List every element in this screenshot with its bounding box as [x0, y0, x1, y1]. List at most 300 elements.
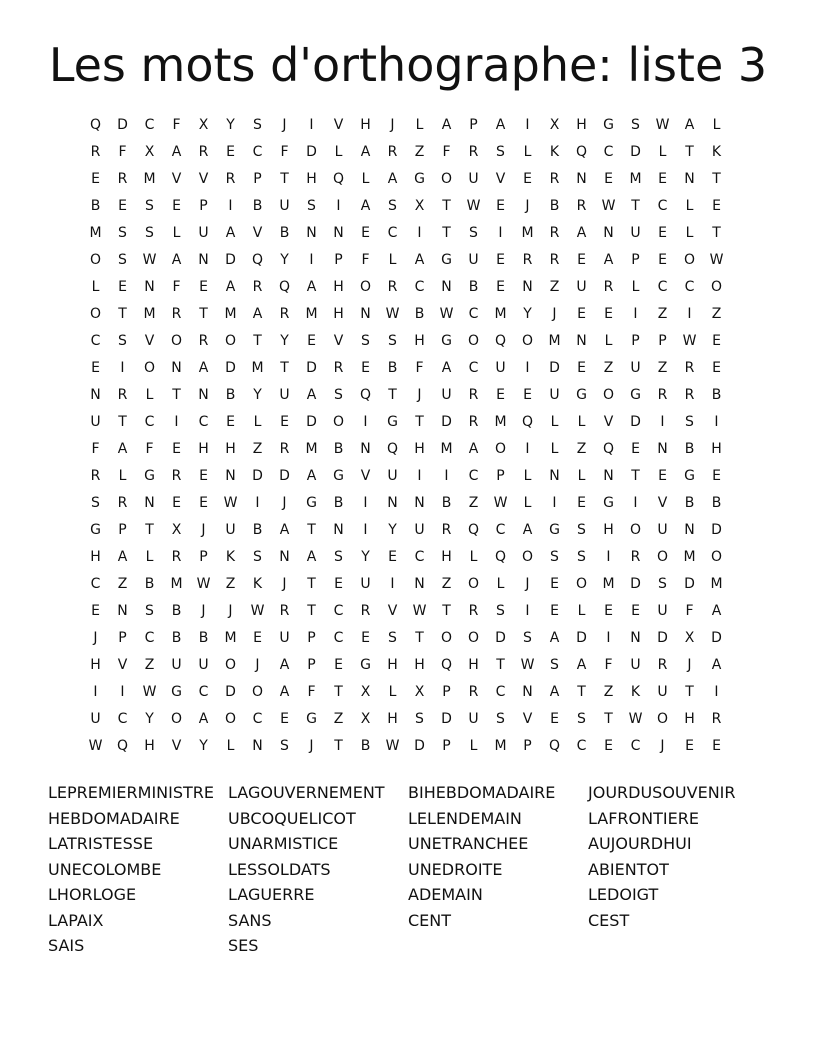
grid-letter: H [333, 279, 344, 295]
grid-letter: H [468, 657, 479, 673]
word-list-item: UBCOQUELICOT [228, 808, 356, 828]
grid-letter: I [525, 360, 530, 376]
grid-letter: D [306, 144, 317, 160]
grid-letter: R [630, 549, 641, 565]
grid-letter: N [522, 684, 533, 700]
grid-letter: J [687, 657, 692, 673]
grid-row [82, 733, 730, 760]
grid-letter: N [144, 279, 155, 295]
grid-letter: G [414, 171, 425, 187]
grid-letter: K [711, 144, 722, 160]
grid-letter: T [334, 738, 343, 754]
grid-letter: J [390, 117, 395, 133]
grid-letter: H [306, 171, 317, 187]
grid-letter: O [440, 630, 453, 646]
grid-letter: I [687, 306, 692, 322]
grid-letter: N [144, 495, 155, 511]
grid-letter: U [387, 468, 398, 484]
grid-letter: H [387, 711, 398, 727]
grid-letter: T [334, 684, 343, 700]
grid-letter: S [118, 225, 127, 241]
grid-letter: R [171, 306, 182, 322]
grid-letter: N [549, 468, 560, 484]
grid-letter: O [656, 711, 669, 727]
grid-letter: O [440, 171, 453, 187]
word-list-item: JOURDUSOUVENIR [588, 783, 736, 802]
grid-letter: E [577, 360, 586, 376]
grid-letter: T [307, 603, 316, 619]
grid-letter: N [657, 441, 668, 457]
grid-letter: E [388, 549, 397, 565]
grid-letter: V [495, 171, 506, 187]
grid-letter: S [388, 198, 397, 214]
grid-letter: D [441, 711, 452, 727]
grid-letter: Z [603, 360, 614, 376]
grid-letter: O [224, 333, 237, 349]
grid-letter: M [143, 306, 156, 322]
grid-letter: T [307, 522, 316, 538]
grid-letter: M [89, 225, 102, 241]
grid-letter: F [118, 144, 127, 160]
grid-letter: S [388, 630, 397, 646]
grid-row [82, 166, 730, 193]
grid-letter: C [252, 711, 263, 727]
grid-letter: S [415, 711, 424, 727]
grid-letter: E [604, 171, 613, 187]
grid-letter: U [360, 576, 371, 592]
grid-letter: I [714, 684, 719, 700]
grid-letter: D [279, 468, 290, 484]
grid-letter: Y [388, 522, 397, 538]
grid-letter: I [525, 603, 530, 619]
grid-letter: D [630, 144, 641, 160]
grid-letter: O [683, 252, 696, 268]
grid-letter: R [549, 252, 560, 268]
grid-letter: I [336, 198, 341, 214]
grid-letter: E [550, 711, 559, 727]
grid-letter: B [252, 198, 263, 214]
grid-letter: Y [280, 333, 289, 349]
grid-letter: S [388, 333, 397, 349]
grid-letter: L [388, 252, 397, 268]
word-list-item: LHORLOGE [48, 885, 137, 904]
grid-letter: R [603, 279, 614, 295]
letter-grid [82, 112, 730, 760]
grid-letter: L [415, 117, 424, 133]
grid-letter: V [117, 657, 128, 673]
grid-letter: R [522, 252, 533, 268]
grid-letter: O [89, 306, 102, 322]
grid-letter: Y [145, 711, 154, 727]
grid-letter: L [577, 603, 586, 619]
grid-letter: U [90, 711, 101, 727]
grid-letter: G [306, 495, 317, 511]
grid-letter: W [682, 333, 697, 349]
grid-letter: E [685, 738, 694, 754]
grid-letter: R [468, 684, 479, 700]
grid-letter: V [333, 117, 344, 133]
grid-letter: L [685, 225, 694, 241]
grid-letter: Y [523, 306, 532, 322]
grid-letter: E [172, 441, 181, 457]
grid-letter: J [525, 198, 530, 214]
grid-letter: U [468, 252, 479, 268]
grid-letter: H [414, 441, 425, 457]
word-list-item: CENT [408, 910, 452, 930]
grid-letter: W [466, 198, 481, 214]
word-list-item: LATRISTESSE [48, 834, 154, 853]
grid-letter: O [170, 333, 183, 349]
grid-letter: P [658, 333, 667, 349]
grid-letter: C [90, 576, 101, 592]
grid-letter: M [629, 171, 642, 187]
grid-letter: F [91, 441, 100, 457]
grid-letter: D [657, 630, 668, 646]
grid-letter: G [171, 684, 182, 700]
grid-row [82, 247, 730, 274]
grid-letter: L [685, 198, 694, 214]
grid-letter: P [496, 468, 505, 484]
grid-letter: R [171, 468, 182, 484]
grid-letter: W [493, 495, 508, 511]
grid-row [82, 490, 730, 517]
word-list-item: UNECOLOMBE [48, 859, 162, 879]
grid-letter: L [550, 441, 559, 457]
grid-row [82, 625, 730, 652]
grid-letter: J [201, 603, 206, 619]
grid-letter: V [171, 738, 182, 754]
grid-letter: P [631, 333, 640, 349]
grid-row [82, 706, 730, 733]
grid-letter: V [657, 495, 668, 511]
grid-letter: Z [414, 144, 425, 160]
grid-letter: W [250, 603, 265, 619]
grid-letter: S [496, 603, 505, 619]
grid-letter: T [415, 630, 424, 646]
grid-letter: E [496, 198, 505, 214]
grid-row [82, 463, 730, 490]
grid-letter: C [468, 468, 479, 484]
grid-letter: D [225, 684, 236, 700]
grid-letter: L [145, 387, 154, 403]
grid-letter: O [224, 657, 237, 673]
grid-letter: E [658, 225, 667, 241]
grid-letter: E [712, 468, 721, 484]
grid-letter: S [253, 117, 262, 133]
grid-letter: L [388, 684, 397, 700]
grid-letter: R [117, 495, 128, 511]
grid-letter: B [252, 522, 263, 538]
grid-letter: L [469, 738, 478, 754]
grid-letter: E [226, 144, 235, 160]
grid-letter: H [225, 441, 236, 457]
grid-letter: B [171, 630, 182, 646]
grid-letter: B [468, 279, 479, 295]
grid-letter: O [467, 576, 480, 592]
grid-letter: B [333, 495, 344, 511]
grid-letter: A [468, 441, 479, 457]
grid-letter: L [172, 225, 181, 241]
grid-letter: R [252, 279, 263, 295]
grid-letter: Z [225, 576, 236, 592]
grid-letter: I [417, 225, 422, 241]
grid-letter: Z [252, 441, 263, 457]
grid-letter: N [198, 252, 209, 268]
grid-letter: A [360, 198, 371, 214]
grid-letter: S [280, 738, 289, 754]
word-list-item: UNARMISTICE [228, 834, 339, 853]
grid-letter: Y [199, 738, 208, 754]
word-list-item: CEST [588, 910, 630, 930]
grid-letter: Z [144, 657, 155, 673]
grid-letter: X [198, 117, 209, 133]
grid-letter: C [495, 684, 506, 700]
grid-letter: S [496, 144, 505, 160]
grid-letter: J [282, 117, 287, 133]
grid-letter: W [655, 117, 670, 133]
grid-letter: T [442, 225, 451, 241]
grid-letter: W [385, 306, 400, 322]
grid-letter: I [93, 684, 98, 700]
grid-letter: M [224, 306, 237, 322]
grid-letter: O [494, 441, 507, 457]
grid-letter: Q [278, 279, 291, 295]
grid-letter: C [117, 711, 128, 727]
word-list-item: SES [228, 936, 259, 955]
grid-letter: B [333, 441, 344, 457]
grid-letter: Z [333, 711, 344, 727]
grid-row [82, 193, 730, 220]
grid-letter: E [496, 387, 505, 403]
grid-letter: X [171, 522, 182, 538]
grid-letter: C [90, 333, 101, 349]
grid-letter: X [414, 198, 425, 214]
grid-letter: G [630, 387, 641, 403]
word-list-item: LEDOIGT [588, 885, 659, 904]
grid-letter: S [550, 657, 559, 673]
grid-letter: V [333, 333, 344, 349]
grid-letter: J [93, 630, 98, 646]
grid-letter: H [603, 522, 614, 538]
grid-letter: Y [253, 387, 262, 403]
grid-letter: N [333, 225, 344, 241]
grid-letter: D [117, 117, 128, 133]
grid-letter: A [225, 225, 236, 241]
grid-letter: D [495, 630, 506, 646]
grid-letter: Q [548, 738, 561, 754]
grid-letter: A [387, 171, 398, 187]
grid-letter: I [309, 117, 314, 133]
grid-letter: C [333, 630, 344, 646]
grid-letter: S [658, 576, 667, 592]
page-title: Les mots d'orthographe: liste 3 [48, 38, 768, 92]
grid-letter: J [282, 576, 287, 592]
grid-letter: B [711, 495, 722, 511]
grid-letter: I [228, 198, 233, 214]
grid-letter: E [91, 603, 100, 619]
grid-letter: C [144, 117, 155, 133]
grid-letter: C [468, 360, 479, 376]
grid-letter: W [520, 657, 535, 673]
grid-letter: E [361, 630, 370, 646]
grid-letter: J [228, 603, 233, 619]
grid-row [82, 409, 730, 436]
grid-letter: N [414, 495, 425, 511]
grid-letter: S [334, 387, 343, 403]
grid-letter: C [684, 279, 695, 295]
grid-letter: E [712, 738, 721, 754]
grid-letter: G [90, 522, 101, 538]
grid-row [82, 220, 730, 247]
grid-letter: R [468, 387, 479, 403]
grid-letter: Q [386, 441, 399, 457]
grid-letter: I [174, 414, 179, 430]
grid-letter: C [333, 603, 344, 619]
grid-letter: N [90, 387, 101, 403]
grid-letter: A [306, 387, 317, 403]
grid-letter: Z [657, 306, 668, 322]
word-list-item: ABIENTOT [588, 859, 669, 879]
grid-letter: S [496, 711, 505, 727]
grid-letter: U [549, 387, 560, 403]
grid-letter: E [577, 495, 586, 511]
grid-letter: X [549, 117, 560, 133]
grid-letter: B [549, 198, 560, 214]
grid-letter: F [280, 144, 289, 160]
grid-letter: U [414, 522, 425, 538]
grid-letter: P [442, 684, 451, 700]
grid-letter: U [198, 225, 209, 241]
grid-letter: P [118, 522, 127, 538]
grid-letter: E [307, 333, 316, 349]
grid-letter: J [525, 576, 530, 592]
grid-letter: N [171, 360, 182, 376]
grid-letter: E [523, 387, 532, 403]
grid-letter: S [469, 225, 478, 241]
grid-letter: E [523, 171, 532, 187]
grid-letter: C [414, 279, 425, 295]
grid-letter: H [198, 441, 209, 457]
grid-letter: F [145, 441, 154, 457]
grid-letter: O [629, 522, 642, 538]
grid-letter: R [279, 603, 290, 619]
grid-letter: H [684, 711, 695, 727]
grid-letter: E [712, 360, 721, 376]
grid-letter: E [577, 306, 586, 322]
grid-letter: L [469, 549, 478, 565]
grid-letter: E [496, 279, 505, 295]
grid-letter: M [548, 333, 561, 349]
grid-letter: A [549, 630, 560, 646]
word-list-item: LAGUERRE [228, 885, 315, 904]
grid-letter: D [630, 414, 641, 430]
grid-letter: B [711, 387, 722, 403]
grid-letter: L [226, 738, 235, 754]
grid-letter: H [414, 333, 425, 349]
grid-letter: A [414, 252, 425, 268]
grid-letter: A [279, 684, 290, 700]
grid-letter: U [225, 522, 236, 538]
grid-letter: N [576, 171, 587, 187]
grid-letter: T [442, 198, 451, 214]
grid-letter: Y [280, 252, 289, 268]
word-column [48, 780, 214, 959]
grid-letter: O [224, 711, 237, 727]
grid-letter: E [550, 603, 559, 619]
grid-letter: V [198, 171, 209, 187]
grid-letter: Q [116, 738, 129, 754]
grid-letter: U [441, 387, 452, 403]
word-column [588, 780, 736, 933]
grid-letter: E [604, 738, 613, 754]
grid-letter: D [414, 738, 425, 754]
grid-letter: L [523, 468, 532, 484]
grid-letter: K [549, 144, 560, 160]
grid-letter: R [684, 360, 695, 376]
grid-letter: A [576, 225, 587, 241]
word-list-item: SANS [228, 910, 272, 930]
grid-letter: C [630, 738, 641, 754]
grid-letter: Z [603, 684, 614, 700]
grid-letter: F [307, 684, 316, 700]
grid-letter: P [307, 657, 316, 673]
grid-letter: P [199, 549, 208, 565]
grid-letter: N [198, 387, 209, 403]
grid-letter: A [306, 468, 317, 484]
grid-letter: A [198, 711, 209, 727]
grid-letter: E [550, 576, 559, 592]
word-list-item: HEBDOMADAIRE [48, 808, 180, 828]
grid-letter: U [279, 198, 290, 214]
grid-letter: A [441, 360, 452, 376]
grid-letter: Q [575, 144, 588, 160]
grid-letter: N [360, 306, 371, 322]
grid-letter: E [361, 225, 370, 241]
grid-letter: E [604, 306, 613, 322]
grid-row [82, 355, 730, 382]
grid-letter: W [142, 684, 157, 700]
grid-letter: H [576, 117, 587, 133]
grid-letter: R [657, 657, 668, 673]
grid-letter: L [523, 495, 532, 511]
grid-letter: P [442, 738, 451, 754]
grid-letter: D [252, 468, 263, 484]
grid-row [82, 328, 730, 355]
grid-letter: R [198, 144, 209, 160]
grid-letter: M [251, 360, 264, 376]
grid-letter: R [387, 144, 398, 160]
grid-letter: R [468, 144, 479, 160]
grid-letter: R [117, 387, 128, 403]
grid-letter: R [333, 360, 344, 376]
grid-letter: H [441, 549, 452, 565]
grid-letter: R [387, 279, 398, 295]
grid-letter: D [549, 360, 560, 376]
grid-letter: W [196, 576, 211, 592]
grid-letter: K [630, 684, 641, 700]
grid-letter: Z [117, 576, 128, 592]
grid-letter: G [684, 468, 695, 484]
grid-letter: E [199, 468, 208, 484]
grid-letter: A [117, 441, 128, 457]
word-column [408, 780, 555, 933]
grid-letter: Y [361, 549, 370, 565]
grid-letter: I [120, 360, 125, 376]
grid-letter: E [604, 603, 613, 619]
grid-letter: A [306, 549, 317, 565]
grid-letter: D [225, 252, 236, 268]
grid-letter: I [525, 441, 530, 457]
